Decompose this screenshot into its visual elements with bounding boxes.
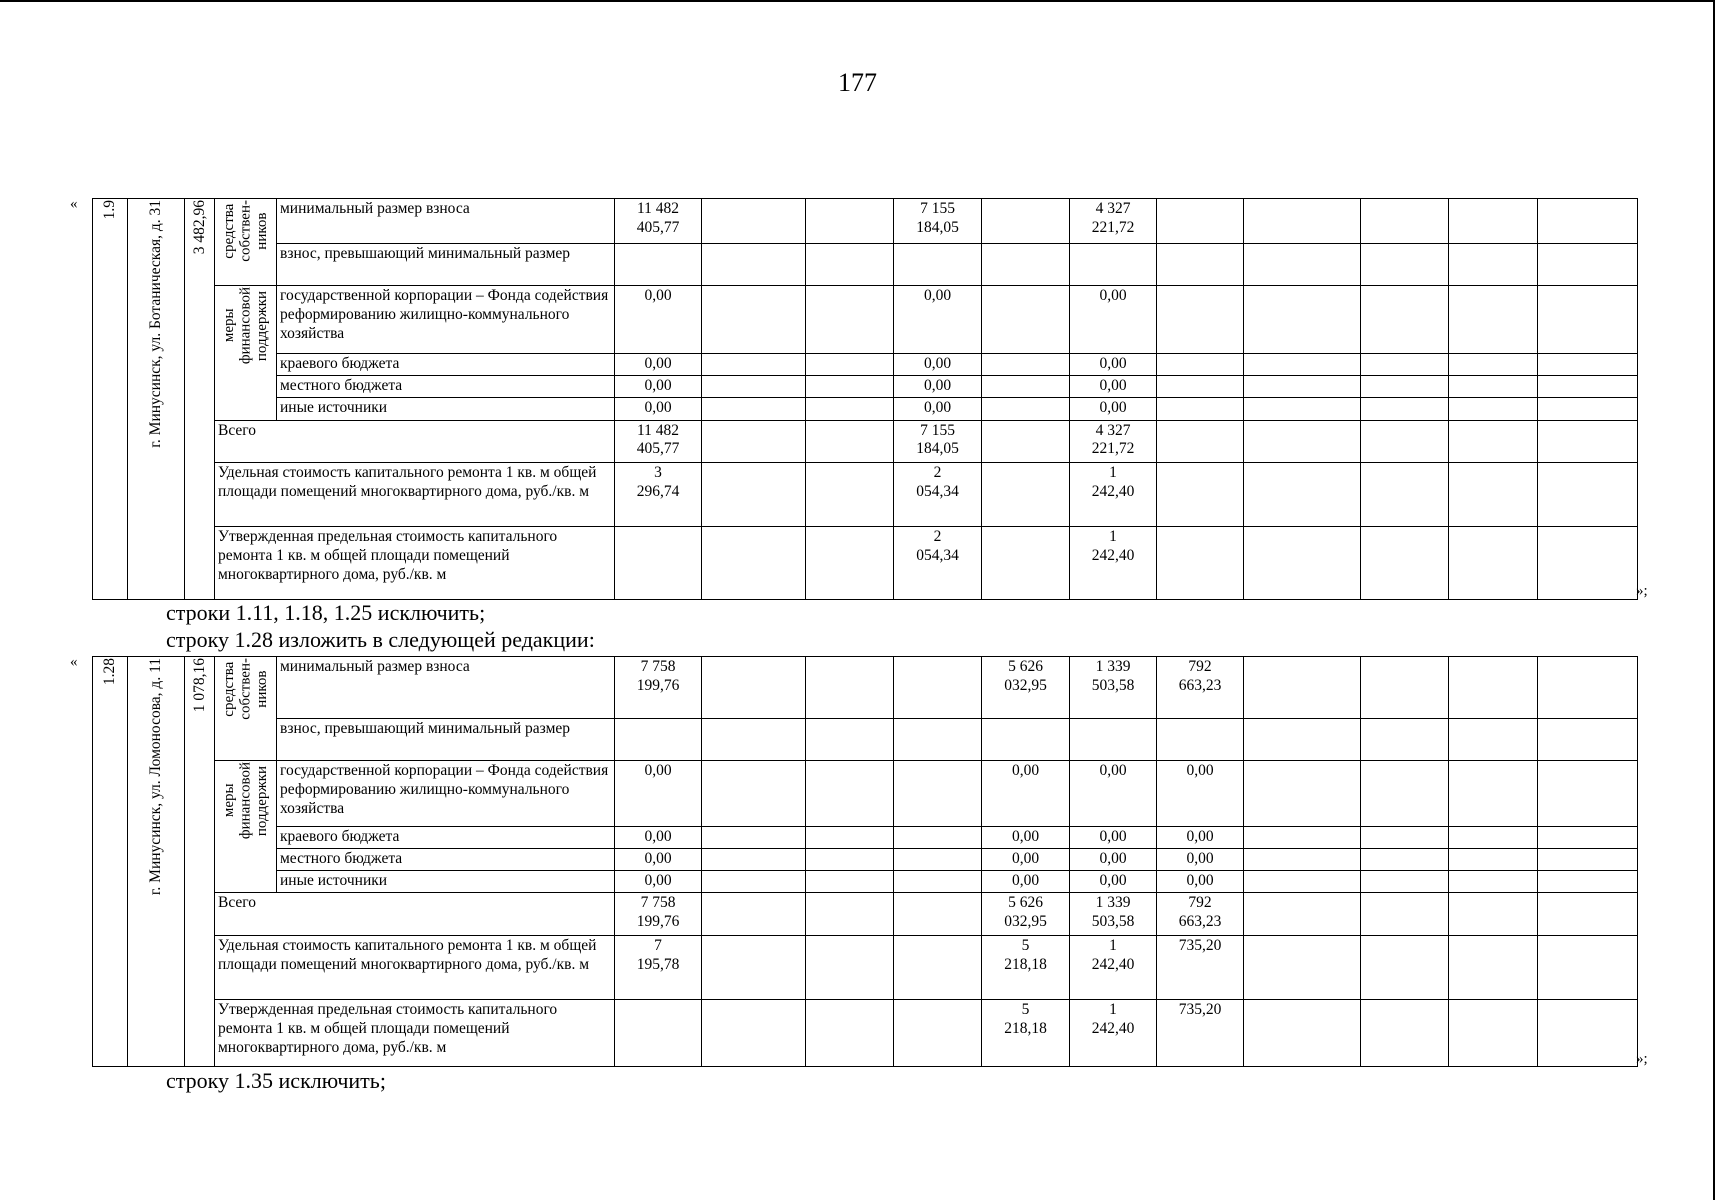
value-cell: 792 663,23 [1157, 893, 1244, 936]
value-cell [702, 354, 806, 376]
value-cell [894, 761, 982, 827]
value-cell [1449, 761, 1538, 827]
value-cell [1244, 657, 1361, 719]
value-cell [1361, 849, 1449, 871]
value-cell [806, 526, 894, 599]
value-cell [1538, 199, 1638, 244]
value-cell [1449, 420, 1538, 462]
value-cell [1449, 354, 1538, 376]
open-quote-2: « [70, 654, 78, 670]
value-cell [1449, 871, 1538, 893]
label-other-sources: иные источники [277, 871, 615, 893]
value-cell [982, 286, 1070, 354]
value-cell: 0,00 [615, 761, 702, 827]
table-row [93, 286, 1638, 354]
value-cell [1361, 462, 1449, 526]
value-cell [1244, 761, 1361, 827]
value-cell [1361, 354, 1449, 376]
value-cell [1538, 376, 1638, 398]
label-approved-limit: Утвержденная предельная стоимость капитального ремонта 1 кв. м общей площади помещений многоквартирного дома, руб./кв. м [215, 1000, 615, 1067]
label-over-min: взнос, превышающий минимальный размер [277, 719, 615, 761]
value-cell [1538, 462, 1638, 526]
value-cell: 7 758 199,76 [615, 893, 702, 936]
row-number: 1.9 [101, 200, 119, 220]
value-cell [1449, 849, 1538, 871]
label-over-min: взнос, превышающий минимальный размер [277, 244, 615, 286]
value-cell [1538, 1000, 1638, 1067]
value-cell: 1 242,40 [1070, 1000, 1157, 1067]
value-cell [894, 871, 982, 893]
table-row [93, 827, 1638, 849]
value-cell [1538, 244, 1638, 286]
text-row-new-edition: строку 1.28 изложить в следующей редакции: [166, 627, 595, 652]
value-cell: 792 663,23 [1157, 657, 1244, 719]
value-cell: 0,00 [894, 354, 982, 376]
value-cell: 735,20 [1157, 936, 1244, 1000]
value-cell [982, 420, 1070, 462]
owners-funds-caption: средства собствен- ников [220, 200, 270, 262]
value-cell: 0,00 [615, 354, 702, 376]
value-cell [982, 398, 1070, 420]
page-frame-top [0, 0, 1715, 2]
value-cell [806, 462, 894, 526]
value-cell: 1 242,40 [1070, 526, 1157, 599]
value-cell [1361, 761, 1449, 827]
value-cell: 0,00 [615, 871, 702, 893]
value-cell [1538, 398, 1638, 420]
value-cell: 0,00 [1157, 827, 1244, 849]
value-cell [1244, 871, 1361, 893]
value-cell [1361, 244, 1449, 286]
value-cell [806, 936, 894, 1000]
table-row [93, 893, 1638, 936]
table-row [93, 849, 1638, 871]
value-cell [1157, 376, 1244, 398]
value-cell [982, 244, 1070, 286]
value-cell [1244, 526, 1361, 599]
value-cell [1538, 719, 1638, 761]
value-cell [702, 871, 806, 893]
value-cell [1538, 286, 1638, 354]
value-cell [702, 526, 806, 599]
value-cell: 1 242,40 [1070, 462, 1157, 526]
value-cell [806, 354, 894, 376]
value-cell [1157, 199, 1244, 244]
value-cell [615, 526, 702, 599]
value-cell [702, 199, 806, 244]
label-state-fund: государственной корпорации – Фонда содействия реформированию жилищно-коммунального хозяйства [277, 286, 615, 354]
total-area: 3 482,96 [190, 200, 208, 255]
value-cell [702, 420, 806, 462]
value-cell [1538, 657, 1638, 719]
table-row [93, 244, 1638, 286]
value-cell [806, 719, 894, 761]
value-cell [1538, 526, 1638, 599]
value-cell: 0,00 [615, 286, 702, 354]
value-cell [894, 827, 982, 849]
value-cell [702, 827, 806, 849]
address: г. Минусинск, ул. Ломоносова, д. 11 [147, 658, 165, 896]
value-cell [1361, 936, 1449, 1000]
value-cell: 0,00 [982, 849, 1070, 871]
value-cell [1244, 719, 1361, 761]
value-cell [615, 1000, 702, 1067]
value-cell [1244, 462, 1361, 526]
value-cell [1361, 657, 1449, 719]
value-cell: 0,00 [615, 827, 702, 849]
value-cell [894, 936, 982, 1000]
value-cell [1538, 849, 1638, 871]
value-cell [702, 719, 806, 761]
value-cell [1244, 199, 1361, 244]
value-cell [1244, 827, 1361, 849]
value-cell [702, 286, 806, 354]
table-row [93, 526, 1638, 599]
value-cell [1361, 893, 1449, 936]
value-cell: 7 155 184,05 [894, 420, 982, 462]
table-row-1-9 [92, 198, 1638, 600]
table-row [93, 761, 1638, 827]
value-cell [702, 657, 806, 719]
value-cell [1361, 286, 1449, 354]
value-cell: 0,00 [1070, 871, 1157, 893]
label-local-budget: местного бюджета [277, 849, 615, 871]
value-cell [894, 1000, 982, 1067]
value-cell [1244, 354, 1361, 376]
value-cell [1070, 719, 1157, 761]
value-cell [1157, 719, 1244, 761]
value-cell [615, 719, 702, 761]
value-cell [702, 761, 806, 827]
value-cell [1244, 398, 1361, 420]
value-cell [1449, 376, 1538, 398]
value-cell: 5 218,18 [982, 936, 1070, 1000]
value-cell [1244, 893, 1361, 936]
value-cell [1361, 420, 1449, 462]
value-cell [702, 1000, 806, 1067]
value-cell: 0,00 [1157, 849, 1244, 871]
value-cell [702, 893, 806, 936]
label-local-budget: местного бюджета [277, 376, 615, 398]
value-cell [1449, 1000, 1538, 1067]
value-cell: 7 758 199,76 [615, 657, 702, 719]
value-cell [1244, 376, 1361, 398]
value-cell: 5 218,18 [982, 1000, 1070, 1067]
value-cell [1538, 420, 1638, 462]
value-cell [1538, 893, 1638, 936]
value-cell [702, 936, 806, 1000]
table-row [93, 420, 1638, 462]
table-row [93, 199, 1638, 244]
value-cell [1157, 462, 1244, 526]
value-cell [806, 199, 894, 244]
value-cell: 0,00 [982, 761, 1070, 827]
value-cell [1538, 761, 1638, 827]
financial-support-caption: меры финансовой поддержки [220, 762, 270, 840]
value-cell [1538, 936, 1638, 1000]
label-min-contribution: минимальный размер взноса [277, 657, 615, 719]
value-cell [982, 526, 1070, 599]
value-cell [806, 657, 894, 719]
value-cell [702, 376, 806, 398]
value-cell [1449, 244, 1538, 286]
address: г. Минусинск, ул. Ботаническая, д. 31 [147, 200, 165, 448]
value-cell [702, 462, 806, 526]
value-cell [806, 398, 894, 420]
value-cell: 0,00 [615, 398, 702, 420]
value-cell [806, 893, 894, 936]
value-cell [1449, 719, 1538, 761]
value-cell: 2 054,34 [894, 462, 982, 526]
close-quote-1: »; [1636, 583, 1648, 599]
value-cell: 5 626 032,95 [982, 657, 1070, 719]
value-cell [702, 244, 806, 286]
value-cell [1157, 526, 1244, 599]
value-cell [894, 719, 982, 761]
value-cell: 0,00 [1070, 354, 1157, 376]
value-cell: 3 296,74 [615, 462, 702, 526]
table-row-1-28 [92, 656, 1638, 1067]
table-row [93, 1000, 1638, 1067]
value-cell [1244, 1000, 1361, 1067]
value-cell [1449, 526, 1538, 599]
value-cell [894, 244, 982, 286]
value-cell [1157, 398, 1244, 420]
value-cell [1361, 398, 1449, 420]
value-cell [1244, 244, 1361, 286]
value-cell [1361, 1000, 1449, 1067]
table-row [93, 398, 1638, 420]
value-cell [1449, 398, 1538, 420]
value-cell [1157, 286, 1244, 354]
value-cell: 1 339 503,58 [1070, 657, 1157, 719]
value-cell [1070, 244, 1157, 286]
page-number: 177 [838, 68, 877, 97]
value-cell: 735,20 [1157, 1000, 1244, 1067]
value-cell: 7 195,78 [615, 936, 702, 1000]
value-cell [806, 1000, 894, 1067]
label-other-sources: иные источники [277, 398, 615, 420]
value-cell [806, 420, 894, 462]
value-cell [1538, 871, 1638, 893]
value-cell [1244, 420, 1361, 462]
value-cell: 4 327 221,72 [1070, 199, 1157, 244]
value-cell: 0,00 [615, 376, 702, 398]
label-regional-budget: краевого бюджета [277, 354, 615, 376]
value-cell [1361, 199, 1449, 244]
value-cell [1449, 199, 1538, 244]
value-cell [894, 657, 982, 719]
value-cell: 4 327 221,72 [1070, 420, 1157, 462]
row-number: 1.28 [101, 658, 119, 686]
financial-support-caption: меры финансовой поддержки [220, 287, 270, 365]
value-cell [1361, 526, 1449, 599]
value-cell [1449, 657, 1538, 719]
table-row [93, 871, 1638, 893]
value-cell: 11 482 405,77 [615, 420, 702, 462]
label-regional-budget: краевого бюджета [277, 827, 615, 849]
label-unit-cost: Удельная стоимость капитального ремонта 1 кв. м общей площади помещений многоквартирного дома, руб./кв. м [215, 462, 615, 526]
value-cell [1361, 719, 1449, 761]
value-cell [1538, 354, 1638, 376]
close-quote-2: »; [1636, 1051, 1648, 1067]
label-unit-cost: Удельная стоимость капитального ремонта 1 кв. м общей площади помещений многоквартирного дома, руб./кв. м [215, 936, 615, 1000]
value-cell: 0,00 [1070, 286, 1157, 354]
value-cell [982, 462, 1070, 526]
table-row [93, 936, 1638, 1000]
value-cell: 0,00 [894, 376, 982, 398]
value-cell: 2 054,34 [894, 526, 982, 599]
value-cell [1157, 420, 1244, 462]
value-cell: 1 339 503,58 [1070, 893, 1157, 936]
value-cell: 1 242,40 [1070, 936, 1157, 1000]
value-cell [1449, 286, 1538, 354]
value-cell [806, 376, 894, 398]
value-cell [1157, 244, 1244, 286]
value-cell: 0,00 [1070, 849, 1157, 871]
value-cell: 0,00 [982, 871, 1070, 893]
value-cell [1361, 376, 1449, 398]
table-row [93, 462, 1638, 526]
value-cell: 0,00 [1157, 761, 1244, 827]
value-cell: 0,00 [894, 398, 982, 420]
value-cell [1361, 827, 1449, 849]
value-cell [982, 719, 1070, 761]
owners-funds-caption: средства собствен- ников [220, 658, 270, 720]
open-quote-1: « [70, 196, 78, 212]
value-cell [894, 849, 982, 871]
value-cell [806, 286, 894, 354]
value-cell [1157, 354, 1244, 376]
value-cell [806, 761, 894, 827]
value-cell [702, 398, 806, 420]
value-cell: 0,00 [615, 849, 702, 871]
value-cell [1538, 827, 1638, 849]
label-min-contribution: минимальный размер взноса [277, 199, 615, 244]
label-state-fund: государственной корпорации – Фонда содействия реформированию жилищно-коммунального хозяйства [277, 761, 615, 827]
text-exclude-row-1-35: строку 1.35 исключить; [166, 1068, 386, 1093]
value-cell: 0,00 [1157, 871, 1244, 893]
value-cell [1244, 936, 1361, 1000]
value-cell [982, 354, 1070, 376]
value-cell [806, 244, 894, 286]
table-row [93, 719, 1638, 761]
value-cell [806, 827, 894, 849]
value-cell [894, 893, 982, 936]
total-area: 1 078,16 [190, 658, 208, 713]
label-total: Всего [215, 893, 615, 936]
value-cell [982, 199, 1070, 244]
value-cell [1449, 827, 1538, 849]
value-cell [1449, 936, 1538, 1000]
value-cell [1361, 871, 1449, 893]
value-cell [615, 244, 702, 286]
value-cell [1449, 893, 1538, 936]
value-cell [1244, 286, 1361, 354]
table-row [93, 354, 1638, 376]
value-cell [702, 849, 806, 871]
value-cell [806, 849, 894, 871]
value-cell: 5 626 032,95 [982, 893, 1070, 936]
text-exclude-rows: строки 1.11, 1.18, 1.25 исключить; [166, 600, 486, 625]
value-cell [806, 871, 894, 893]
value-cell: 0,00 [982, 827, 1070, 849]
value-cell [982, 376, 1070, 398]
label-total: Всего [215, 420, 615, 462]
value-cell [1244, 849, 1361, 871]
value-cell: 7 155 184,05 [894, 199, 982, 244]
table-row [93, 657, 1638, 719]
value-cell [1449, 462, 1538, 526]
value-cell: 0,00 [894, 286, 982, 354]
label-approved-limit: Утвержденная предельная стоимость капитального ремонта 1 кв. м общей площади помещений многоквартирного дома, руб./кв. м [215, 526, 615, 599]
value-cell: 0,00 [1070, 827, 1157, 849]
value-cell: 0,00 [1070, 398, 1157, 420]
value-cell: 11 482 405,77 [615, 199, 702, 244]
value-cell: 0,00 [1070, 376, 1157, 398]
value-cell: 0,00 [1070, 761, 1157, 827]
table-row [93, 376, 1638, 398]
